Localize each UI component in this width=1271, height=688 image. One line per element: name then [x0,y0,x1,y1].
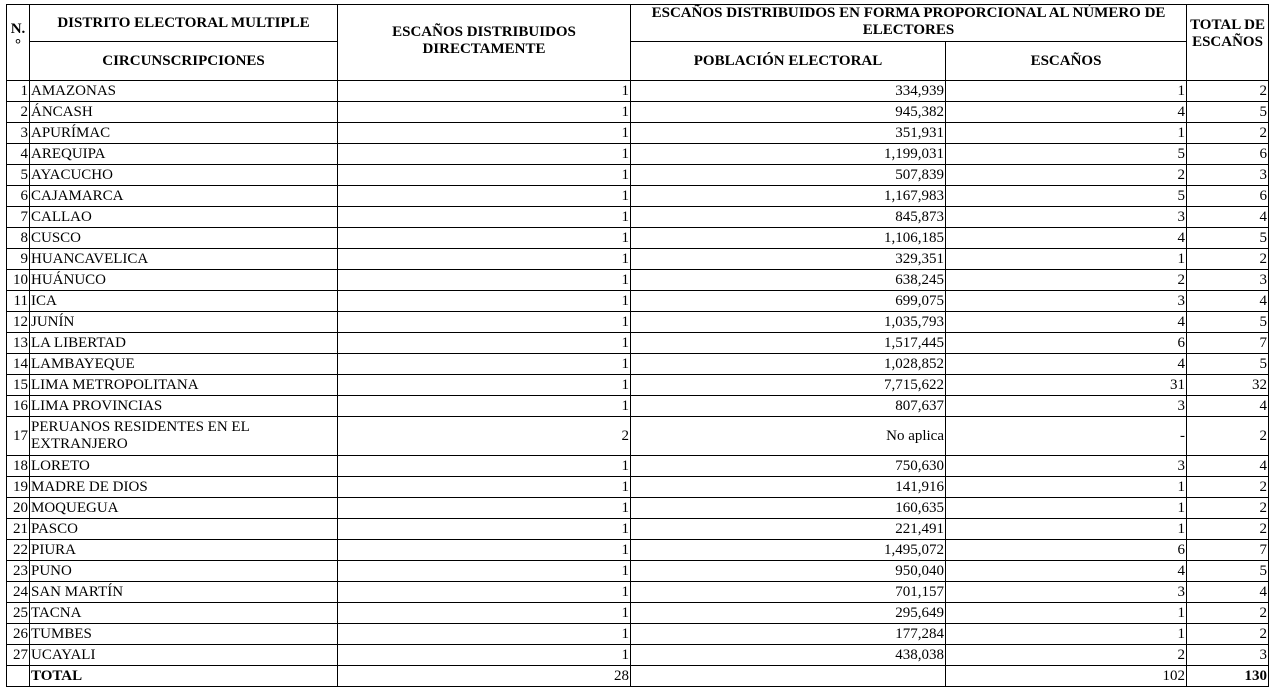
header-total-seats: TOTAL DE ESCAÑOS [1187,5,1269,81]
cell-direct-seats: 1 [338,477,631,498]
cell-seats: 3 [946,291,1187,312]
table-row [7,102,1269,123]
table-row [7,603,1269,624]
table-row [7,417,1269,456]
cell-number: 13 [7,333,30,354]
cell-circunscripcion: PUNO [30,561,338,582]
table-row [7,396,1269,417]
cell-circunscripcion: ÁNCASH [30,102,338,123]
cell-direct-seats: 1 [338,540,631,561]
cell-population: 950,040 [631,561,946,582]
table-row [7,186,1269,207]
cell-total-seats: 5 [1187,228,1269,249]
table-row [7,249,1269,270]
cell-population: 7,715,622 [631,375,946,396]
cell-circunscripcion: SAN MARTÍN [30,582,338,603]
cell-circunscripcion: AYACUCHO [30,165,338,186]
cell-population: 1,517,445 [631,333,946,354]
cell-total-seats: 3 [1187,270,1269,291]
cell-total-seats: 2 [1187,603,1269,624]
table-row [7,165,1269,186]
cell-number: 15 [7,375,30,396]
cell-circunscripcion: CUSCO [30,228,338,249]
cell-population: 351,931 [631,123,946,144]
cell-population: 141,916 [631,477,946,498]
cell-number: 21 [7,519,30,540]
cell-direct-seats: 1 [338,249,631,270]
seats-distribution-table [6,4,1269,687]
table-row [7,354,1269,375]
cell-total-seats: 2 [1187,519,1269,540]
cell-direct-seats: 1 [338,333,631,354]
table-row [7,498,1269,519]
cell-number: 26 [7,624,30,645]
cell-direct-seats: 1 [338,456,631,477]
cell-seats: 5 [946,144,1187,165]
cell-direct-seats: 1 [338,603,631,624]
table-row [7,228,1269,249]
cell-total-seats: 5 [1187,102,1269,123]
cell-total-seats: 4 [1187,291,1269,312]
cell-number: 20 [7,498,30,519]
cell-number: 17 [7,417,30,456]
cell-population: 1,035,793 [631,312,946,333]
cell-direct-seats: 1 [338,624,631,645]
cell-number: 16 [7,396,30,417]
cell-circunscripcion: ICA [30,291,338,312]
table-row [7,144,1269,165]
cell-number: 4 [7,144,30,165]
cell-total-seats: 4 [1187,207,1269,228]
table-row [7,312,1269,333]
cell-number: 5 [7,165,30,186]
cell-circunscripcion: PIURA [30,540,338,561]
cell-number: 2 [7,102,30,123]
cell-direct-seats: 1 [338,144,631,165]
table-row [7,540,1269,561]
totals-seats: 102 [946,666,1187,687]
cell-circunscripcion: LAMBAYEQUE [30,354,338,375]
table-row [7,207,1269,228]
table-row [7,375,1269,396]
cell-number: 11 [7,291,30,312]
header-proportional-seats: ESCAÑOS DISTRIBUIDOS EN FORMA PROPORCIONAL AL NÚMERO DE ELECTORES [631,5,1187,42]
header-number: N.° [7,5,30,81]
cell-population: 221,491 [631,519,946,540]
cell-seats: 2 [946,165,1187,186]
cell-number: 7 [7,207,30,228]
cell-total-seats: 7 [1187,333,1269,354]
cell-circunscripcion: AREQUIPA [30,144,338,165]
cell-circunscripcion: MOQUEGUA [30,498,338,519]
cell-number: 3 [7,123,30,144]
cell-direct-seats: 1 [338,186,631,207]
cell-population: 845,873 [631,207,946,228]
cell-population: 701,157 [631,582,946,603]
cell-seats: 1 [946,498,1187,519]
cell-direct-seats: 1 [338,270,631,291]
header-direct-seats: ESCAÑOS DISTRIBUIDOS DIRECTAMENTE [338,5,631,81]
cell-direct-seats: 1 [338,312,631,333]
cell-population: 329,351 [631,249,946,270]
cell-direct-seats: 1 [338,498,631,519]
cell-circunscripcion: LORETO [30,456,338,477]
cell-total-seats: 2 [1187,477,1269,498]
cell-seats: 4 [946,312,1187,333]
cell-direct-seats: 1 [338,207,631,228]
table-row [7,645,1269,666]
cell-number: 18 [7,456,30,477]
cell-direct-seats: 1 [338,123,631,144]
cell-circunscripcion: PASCO [30,519,338,540]
table-row [7,123,1269,144]
cell-total-seats: 3 [1187,645,1269,666]
cell-total-seats: 4 [1187,396,1269,417]
cell-circunscripcion: HUÁNUCO [30,270,338,291]
table-body [7,81,1269,666]
header-distrito: DISTRITO ELECTORAL MULTIPLE [30,5,338,42]
cell-circunscripcion: LIMA METROPOLITANA [30,375,338,396]
cell-direct-seats: 1 [338,102,631,123]
cell-total-seats: 2 [1187,249,1269,270]
cell-total-seats: 2 [1187,624,1269,645]
cell-number: 22 [7,540,30,561]
cell-circunscripcion: PERUANOS RESIDENTES EN EL EXTRANJERO [30,417,338,456]
cell-total-seats: 2 [1187,123,1269,144]
totals-row [7,666,1269,687]
cell-total-seats: 2 [1187,417,1269,456]
cell-population: 1,167,983 [631,186,946,207]
cell-circunscripcion: UCAYALI [30,645,338,666]
table-row [7,270,1269,291]
cell-seats: 2 [946,270,1187,291]
totals-population [631,666,946,687]
cell-population: 807,637 [631,396,946,417]
cell-direct-seats: 1 [338,645,631,666]
cell-circunscripcion: JUNÍN [30,312,338,333]
cell-total-seats: 5 [1187,354,1269,375]
cell-direct-seats: 2 [338,417,631,456]
cell-circunscripcion: TUMBES [30,624,338,645]
cell-population: No aplica [631,417,946,456]
totals-label: TOTAL [30,666,338,687]
cell-circunscripcion: LA LIBERTAD [30,333,338,354]
cell-number: 10 [7,270,30,291]
cell-total-seats: 2 [1187,81,1269,102]
cell-seats: 3 [946,582,1187,603]
cell-seats: 1 [946,477,1187,498]
cell-number: 14 [7,354,30,375]
cell-population: 295,649 [631,603,946,624]
cell-seats: 1 [946,249,1187,270]
cell-seats: 4 [946,228,1187,249]
cell-population: 945,382 [631,102,946,123]
table-row [7,477,1269,498]
cell-direct-seats: 1 [338,81,631,102]
cell-total-seats: 32 [1187,375,1269,396]
cell-seats: 3 [946,456,1187,477]
cell-seats: 3 [946,207,1187,228]
cell-direct-seats: 1 [338,561,631,582]
cell-circunscripcion: AMAZONAS [30,81,338,102]
table-row [7,624,1269,645]
table-row [7,81,1269,102]
cell-seats: - [946,417,1187,456]
table-row [7,582,1269,603]
cell-seats: 6 [946,333,1187,354]
cell-direct-seats: 1 [338,291,631,312]
cell-direct-seats: 1 [338,165,631,186]
cell-population: 507,839 [631,165,946,186]
cell-circunscripcion: TACNA [30,603,338,624]
cell-number: 12 [7,312,30,333]
cell-number: 27 [7,645,30,666]
cell-population: 1,106,185 [631,228,946,249]
cell-number: 25 [7,603,30,624]
cell-population: 177,284 [631,624,946,645]
cell-seats: 1 [946,81,1187,102]
cell-population: 750,630 [631,456,946,477]
cell-seats: 1 [946,123,1187,144]
cell-circunscripcion: APURÍMAC [30,123,338,144]
cell-total-seats: 4 [1187,456,1269,477]
cell-total-seats: 4 [1187,582,1269,603]
cell-circunscripcion: CALLAO [30,207,338,228]
table-header [7,5,1269,81]
cell-direct-seats: 1 [338,582,631,603]
cell-circunscripcion: HUANCAVELICA [30,249,338,270]
cell-circunscripcion: MADRE DE DIOS [30,477,338,498]
cell-direct-seats: 1 [338,375,631,396]
cell-number: 1 [7,81,30,102]
cell-seats: 3 [946,396,1187,417]
cell-number: 23 [7,561,30,582]
cell-population: 438,038 [631,645,946,666]
totals-number-cell [7,666,30,687]
cell-seats: 2 [946,645,1187,666]
cell-seats: 1 [946,603,1187,624]
cell-seats: 4 [946,354,1187,375]
cell-population: 1,495,072 [631,540,946,561]
header-population: POBLACIÓN ELECTORAL [631,42,946,81]
cell-total-seats: 3 [1187,165,1269,186]
cell-seats: 5 [946,186,1187,207]
totals-direct-seats: 28 [338,666,631,687]
cell-population: 160,635 [631,498,946,519]
cell-total-seats: 6 [1187,144,1269,165]
header-circunscripciones: CIRCUNSCRIPCIONES [30,42,338,81]
cell-seats: 4 [946,102,1187,123]
cell-seats: 31 [946,375,1187,396]
cell-population: 334,939 [631,81,946,102]
cell-number: 8 [7,228,30,249]
cell-seats: 6 [946,540,1187,561]
cell-direct-seats: 1 [338,396,631,417]
cell-total-seats: 6 [1187,186,1269,207]
cell-total-seats: 2 [1187,498,1269,519]
cell-circunscripcion: LIMA PROVINCIAS [30,396,338,417]
cell-total-seats: 5 [1187,312,1269,333]
cell-population: 1,028,852 [631,354,946,375]
cell-population: 1,199,031 [631,144,946,165]
cell-seats: 1 [946,624,1187,645]
table-row [7,456,1269,477]
cell-total-seats: 5 [1187,561,1269,582]
cell-population: 699,075 [631,291,946,312]
cell-number: 6 [7,186,30,207]
cell-direct-seats: 1 [338,519,631,540]
cell-direct-seats: 1 [338,354,631,375]
table-row [7,561,1269,582]
cell-number: 9 [7,249,30,270]
table-row [7,291,1269,312]
cell-total-seats: 7 [1187,540,1269,561]
cell-population: 638,245 [631,270,946,291]
cell-number: 24 [7,582,30,603]
totals-total-seats: 130 [1187,666,1269,687]
table-row [7,333,1269,354]
cell-circunscripcion: CAJAMARCA [30,186,338,207]
cell-direct-seats: 1 [338,228,631,249]
cell-seats: 1 [946,519,1187,540]
header-seats: ESCAÑOS [946,42,1187,81]
table-row [7,519,1269,540]
cell-seats: 4 [946,561,1187,582]
cell-number: 19 [7,477,30,498]
